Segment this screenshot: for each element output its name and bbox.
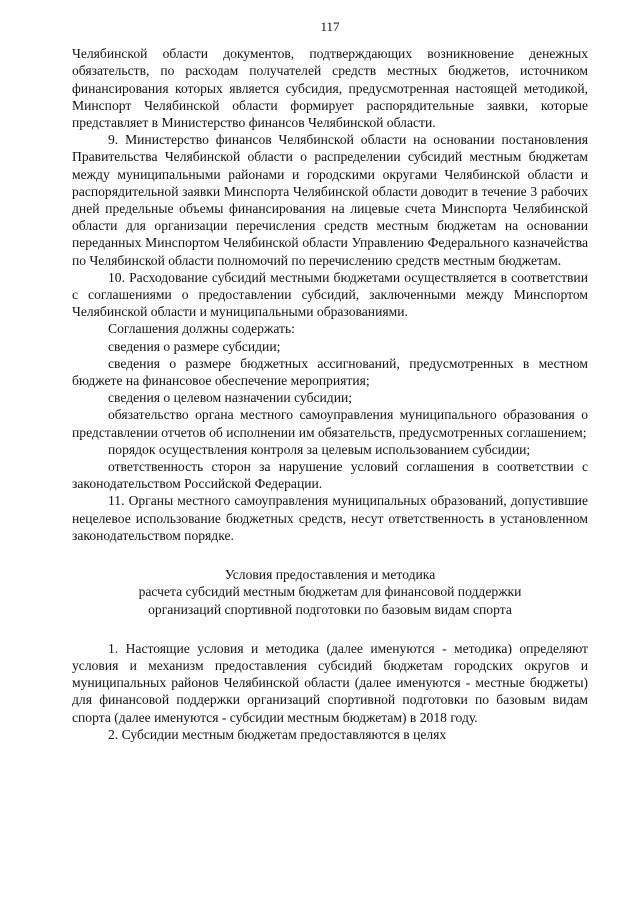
paragraph: Челябинской области документов, подтверждающих возникновение денежных обязательств, по расходам получателей средств местных бюджетов, источником финансирования которых является субсидия, предусмотренная настоящей методикой, Минспорт Челябинской области формирует распорядительные заявки, которые представляет в Министерство финансов Челябинской области.: [72, 46, 588, 131]
list-item: сведения о размере бюджетных ассигнований, предусмотренных в местном бюджете на финансовое обеспечение мероприятия;: [72, 355, 588, 389]
heading-line: расчета субсидий местным бюджетам для финансовой поддержки: [138, 584, 522, 600]
top-section: [72, 45, 588, 544]
list-item: сведения о размере субсидии;: [108, 338, 281, 354]
heading-line: организаций спортивной подготовки по базовым видам спорта: [148, 601, 512, 617]
paragraph-item-9: 9. Министерство финансов Челябинской области на основании постановления Правительства Челябинской области о распределении субсидий местным бюджетам между муниципальными районами и городскими округами Челябинской области и распорядительной заявки Минспорта Челябинской области доводит в течение 3 рабочих дней предельные объемы финансирования на лицевые счета Минспорта Челябинской области для организации перечисления средств местным бюджетам на основании переданных Минспортом Челябинской области Управлению Федерального казначейства по Челябинской области полномочий по перечислению средств местным бюджетам.: [72, 132, 588, 268]
paragraph-item-11: 11. Органы местного самоуправления муниципальных образований, допустившие нецелевое использование бюджетных средств, несут ответственность в установленном законодательством порядке.: [72, 493, 588, 543]
paragraph-item-1: 1. Настоящие условия и методика (далее именуются - методика) определяют условия и механизм предоставления субсидий бюджетам городских округов и муниципальных районов Челябинской области (далее именуются - местные бюджеты) для финансовой поддержки организаций спортивной подготовки по базовым видам спорта (далее именуются - субсидии местным бюджетам) в 2018 году.: [72, 640, 588, 725]
paragraph-item-2: 2. Субсидии местным бюджетам предоставляются в целях: [108, 726, 447, 742]
page-number: 117: [320, 19, 340, 34]
document-page: [72, 18, 588, 743]
heading-line: Условия предоставления и методика: [224, 567, 436, 583]
list-item: ответственность сторон за нарушение условий соглашения в соответствии с законодательством Российской Федерации.: [72, 459, 588, 492]
section-heading: [72, 566, 588, 618]
list-item: порядок осуществления контроля за целевым использованием субсидии;: [108, 441, 531, 457]
bottom-section: [72, 640, 588, 743]
list-item: сведения о целевом назначении субсидии;: [108, 390, 353, 406]
paragraph: Соглашения должны содержать:: [108, 321, 295, 337]
list-item: обязательство органа местного самоуправления муниципального образования о представлении отчетов об исполнении им обязательств, предусмотренных соглашением;: [72, 407, 588, 440]
paragraph-item-10: 10. Расходование субсидий местными бюджетами осуществляется в соответствии с соглашениями о предоставлении субсидий, заключенными между Минспортом Челябинской области и муниципальными образованиями.: [72, 269, 588, 320]
